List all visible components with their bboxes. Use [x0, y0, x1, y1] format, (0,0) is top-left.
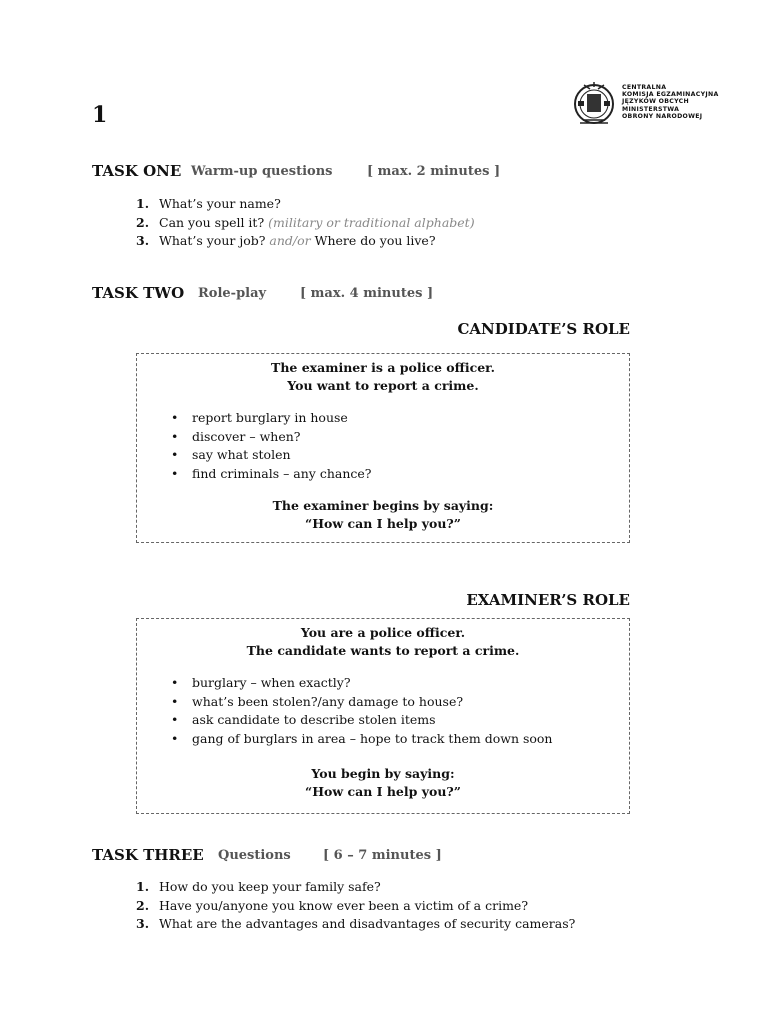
page-number: 1	[92, 102, 108, 128]
task-three-title: TASK THREE	[92, 846, 204, 864]
task-three-time: [ 6 – 7 minutes ]	[323, 848, 442, 863]
task-one-questions	[136, 195, 475, 251]
list-item: • ask candidate to describe stolen items	[137, 711, 629, 730]
task-two-time: [ max. 4 minutes ]	[300, 286, 434, 301]
role-outro-line: The examiner begins by saying:	[272, 498, 494, 513]
list-item: • what’s been stolen?/any damage to house?	[137, 693, 629, 712]
role-intro-line: You are a police officer.	[300, 625, 466, 640]
task-one-time: [ max. 2 minutes ]	[367, 164, 501, 179]
candidate-role-heading: CANDIDATE’S ROLE	[457, 320, 630, 338]
role-outro-line: You begin by saying:	[311, 766, 455, 781]
examiner-role-heading: EXAMINER’S ROLE	[466, 591, 630, 609]
candidate-role-box	[136, 353, 630, 543]
list-item: • gang of burglars in area – hope to track them down soon	[137, 730, 629, 749]
task-one-title: TASK ONE	[92, 162, 182, 180]
logo-text: CENTRALNA KOMISJA EGZAMINACYJNA JĘZYKÓW OBCYCH MINISTERSTWA OBRONY NARODOWEJ	[622, 84, 719, 120]
task-two-title: TASK TWO	[92, 284, 185, 302]
role-outro-line: “How can I help you?”	[305, 784, 461, 799]
list-item: 1. What’s your name?	[136, 196, 281, 211]
task-two-subtitle: Role-play	[198, 286, 267, 301]
list-item: • report burglary in house	[137, 409, 629, 428]
list-item: 3. What are the advantages and disadvantages of security cameras?	[136, 916, 576, 931]
list-item: • find criminals – any chance?	[137, 465, 629, 484]
role-outro-line: “How can I help you?”	[305, 516, 461, 531]
role-intro-line: The examiner is a police officer.	[271, 360, 495, 375]
task-three-questions	[136, 878, 575, 934]
task-one-subtitle: Warm-up questions	[191, 164, 333, 179]
list-item: • discover – when?	[137, 428, 629, 447]
list-item: 3. What’s your job? and/or Where do you live?	[136, 233, 436, 248]
candidate-bullets	[137, 409, 629, 483]
examiner-role-box	[136, 618, 630, 814]
list-item: • burglary – when exactly?	[137, 674, 629, 693]
list-item: 2. Have you/anyone you know ever been a victim of a crime?	[136, 897, 529, 913]
examiner-bullets	[137, 674, 629, 748]
role-intro-line: You want to report a crime.	[287, 378, 479, 393]
list-item: 1. How do you keep your family safe?	[136, 879, 381, 894]
list-item: • say what stolen	[137, 446, 629, 465]
list-item: 2. Can you spell it? (military or traditional alphabet)	[136, 214, 475, 230]
task-three-subtitle: Questions	[218, 848, 291, 863]
role-intro-line: The candidate wants to report a crime.	[246, 643, 520, 658]
